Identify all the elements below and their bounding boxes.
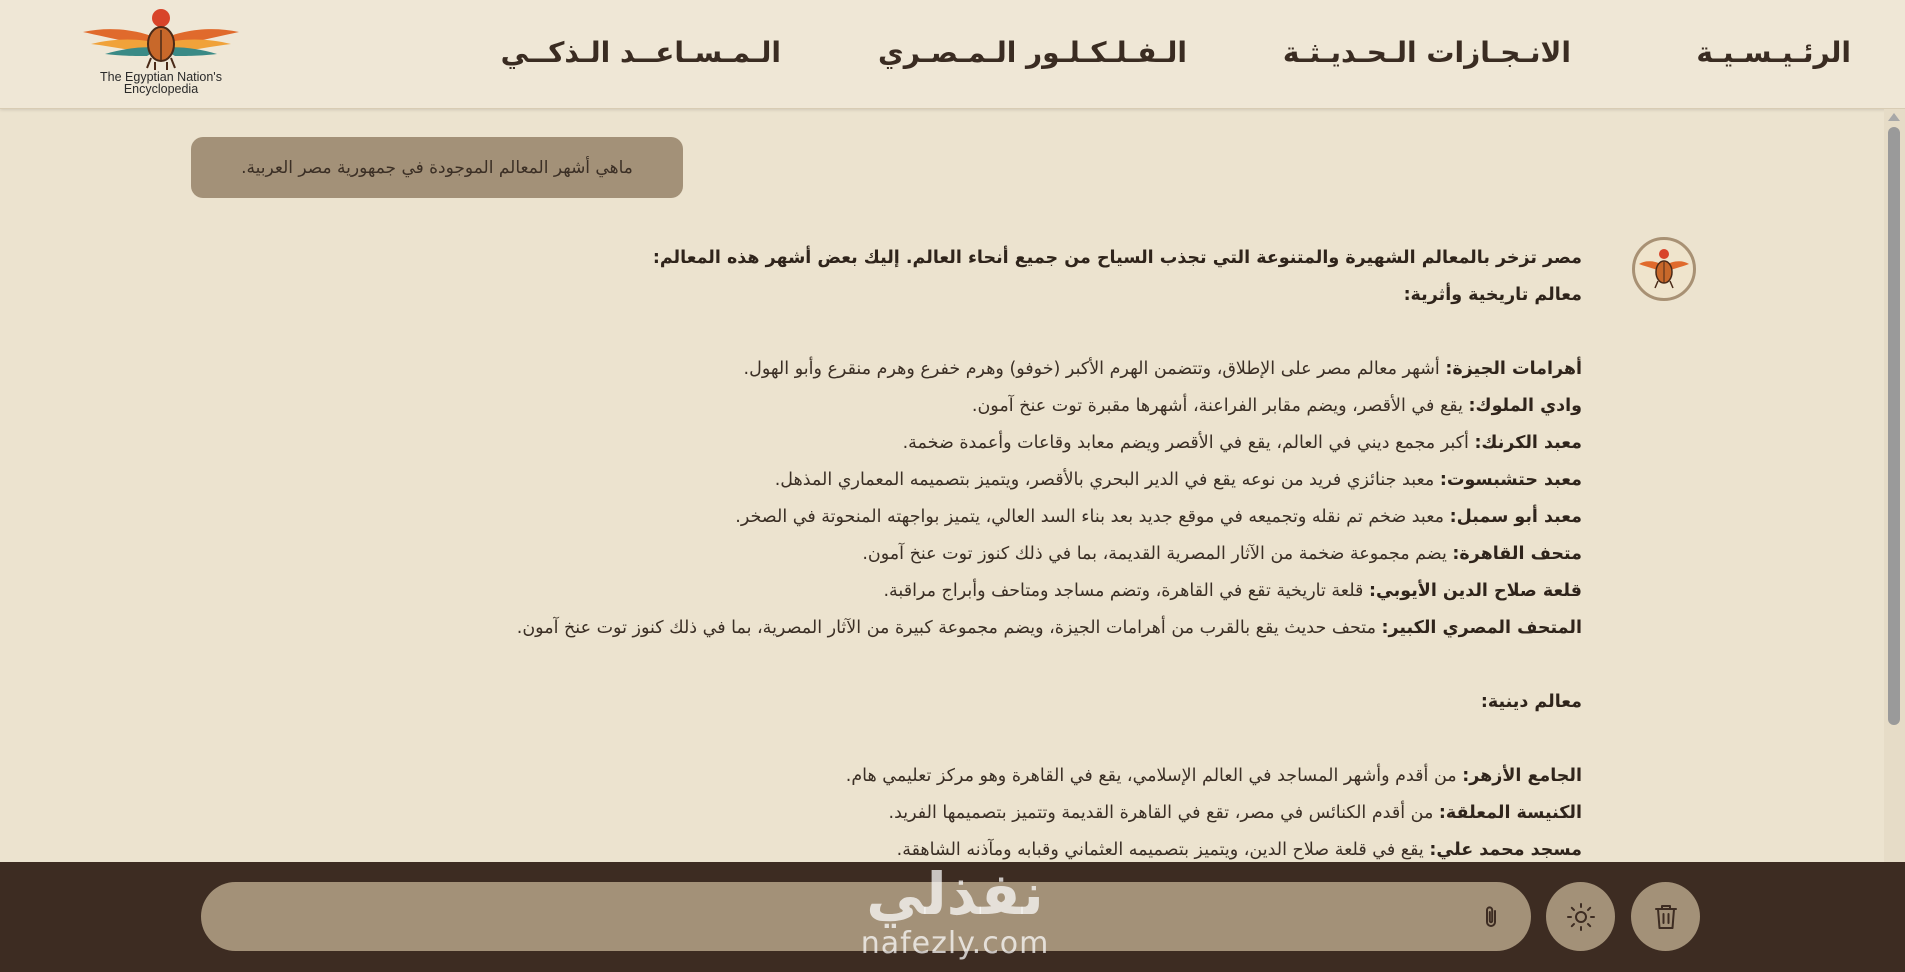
theme-toggle-button[interactable] (1546, 882, 1615, 951)
scarab-avatar-icon (1635, 240, 1693, 298)
answer-intro: مصر تزخر بالمعالم الشهيرة والمتنوعة التي تجذب السياح من جميع أنحاء العالم. إليك بعض أشهر هذه المعالم: (652, 248, 1582, 268)
list-item: وادي الملوك: يقع في الأقصر، ويضم مقابر الفراعنة، أشهرها مقبرة توت عنخ آمون. (971, 396, 1582, 416)
bot-avatar (1632, 237, 1696, 301)
assistant-answer (382, 240, 1582, 862)
watermark-latin: nafezly.com (860, 926, 1050, 961)
logo-caption-line1: The Egyptian Nation's (100, 70, 222, 84)
trash-icon (1653, 903, 1679, 931)
list-item: أهرامات الجيزة: أشهر معالم مصر على الإطلاق، وتتضمن الهرم الأكبر (خوفو) وهرم خفرع وهرم منقرع وأبو الهول. (743, 359, 1582, 379)
scrollbar-thumb[interactable] (1888, 127, 1900, 725)
nav-egyptian-folklore[interactable]: الـفـلـكـلـور الـمـصـري (878, 36, 1187, 69)
user-message-text: ماهي أشهر المعالم الموجودة في جمهورية مصر العربية. (241, 157, 633, 178)
list-item: معبد أبو سمبل: معبد ضخم تم نقله وتجميعه في موقع جديد بعد بناء السد العالي، يتميز بواجهته المنحوتة في الصخر. (735, 507, 1582, 527)
logo-caption-line2: Encyclopedia (123, 82, 199, 96)
paperclip-icon[interactable] (1479, 904, 1503, 930)
list-item: معبد الكرنك: أكبر مجمع ديني في العالم، يقع في الأقصر ويضم معابد وقاعات وأعمدة ضخمة. (902, 433, 1582, 453)
section-title-historical: معالم تاريخية وأثرية: (1403, 285, 1582, 305)
message-input[interactable] (231, 894, 1465, 940)
list-item: الجامع الأزهر: من أقدم وأشهر المساجد في العالم الإسلامي، يقع في القاهرة وهو مركز تعليمي هام. (845, 766, 1582, 786)
top-navbar (0, 0, 1905, 109)
scroll-up-arrow-icon[interactable] (1888, 113, 1900, 121)
clear-chat-button[interactable] (1631, 882, 1700, 951)
nav-smart-assistant[interactable]: الـمـسـاعــد الـذكــي (500, 36, 781, 69)
sun-icon (1566, 902, 1596, 932)
message-composer (0, 862, 1905, 972)
list-item: المتحف المصري الكبير: متحف حديث يقع بالقرب من أهرامات الجيزة، ويضم مجموعة كبيرة من الآثار المصرية، بما في ذلك كنوز توت عنخ آمون. (516, 618, 1582, 638)
watermark-arabic: نفذلي (866, 860, 1044, 928)
nav-home[interactable]: الرئـيـسـيـة (1696, 36, 1851, 69)
list-item: متحف القاهرة: يضم مجموعة ضخمة من الآثار المصرية القديمة، بما في ذلك كنوز توت عنخ آمون. (862, 544, 1582, 564)
user-message-bubble (191, 137, 683, 198)
list-item: الكنيسة المعلقة: من أقدم الكنائس في مصر، تقع في القاهرة القديمة وتتميز بتصميمها الفريد. (888, 803, 1582, 823)
main-nav (0, 36, 1905, 76)
list-item: قلعة صلاح الدين الأيوبي: قلعة تاريخية تقع في القاهرة، وتضم مساجد ومتاحف وأبراج مراقبة. (883, 581, 1582, 601)
list-item: معبد حتشبسوت: معبد جنائزي فريد من نوعه يقع في الدير البحري بالأقصر، ويتميز بتصميمه المعماري المذهل. (774, 470, 1582, 490)
section-title-religious: معالم دينية: (1480, 692, 1582, 712)
list-item: مسجد محمد علي: يقع في قلعة صلاح الدين، ويتميز بتصميمه العثماني وقبابه ومآذنه الشاهقة. (896, 840, 1582, 860)
chat-area[interactable] (0, 109, 1884, 862)
chat-scrollbar[interactable] (1884, 109, 1905, 862)
message-input-container[interactable] (201, 882, 1531, 951)
nav-modern-achievements[interactable]: الانـجـازات الـحـديـثـة (1282, 36, 1571, 69)
